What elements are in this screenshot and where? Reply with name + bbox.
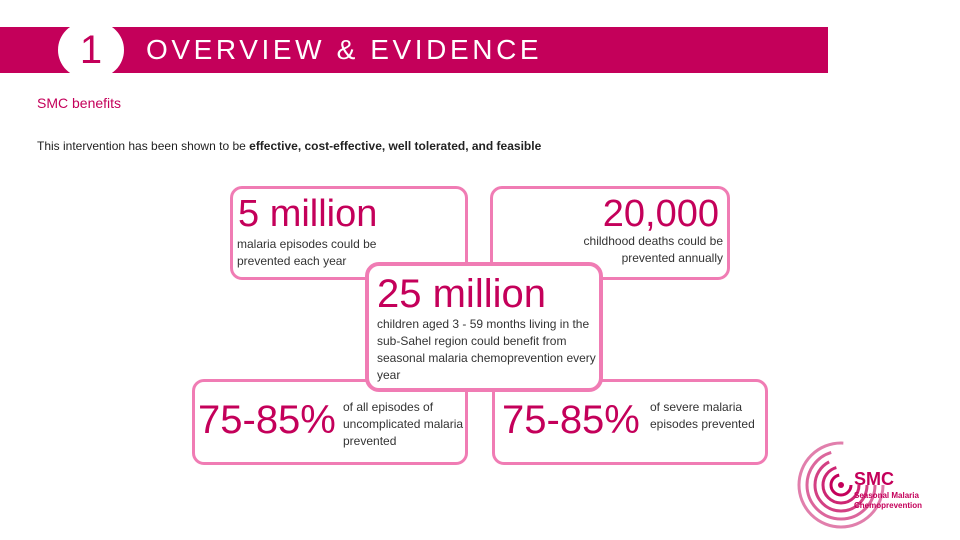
logo-tagline-line2: Chemoprevention	[854, 501, 923, 510]
stat-value: 25 million	[377, 272, 546, 316]
stat-value: 5 million	[238, 193, 378, 235]
stat-value: 75-85%	[502, 398, 640, 442]
stat-description: children aged 3 - 59 months living in the sub-Sahel region could benefit from seasonal malaria chemoprevention every year	[377, 317, 596, 382]
smc-logo	[796, 440, 936, 530]
stat-card-children	[365, 262, 603, 392]
stat-value: 75-85%	[198, 398, 336, 442]
stat-description: of severe malaria episodes prevented	[650, 400, 755, 431]
stat-value: 20,000	[602, 193, 719, 235]
logo-tagline-line1: Seasonal Malaria	[854, 491, 919, 500]
intro-emphasis: effective, cost-effective, well tolerated, and feasible	[249, 139, 542, 153]
stat-description: of all episodes of uncomplicated malaria prevented	[343, 400, 464, 448]
logo-name: SMC	[854, 469, 894, 489]
section-subtitle: SMC benefits	[37, 95, 122, 111]
intro-prefix: This intervention has been shown to be	[37, 139, 250, 153]
page-title: OVERVIEW & EVIDENCE	[146, 34, 543, 65]
intro-text	[37, 139, 541, 153]
section-number: 1	[58, 22, 124, 78]
stat-description: malaria episodes could be prevented each year	[237, 237, 377, 268]
logo-tagline	[854, 491, 922, 511]
stat-description: childhood deaths could be prevented annually	[583, 234, 723, 265]
